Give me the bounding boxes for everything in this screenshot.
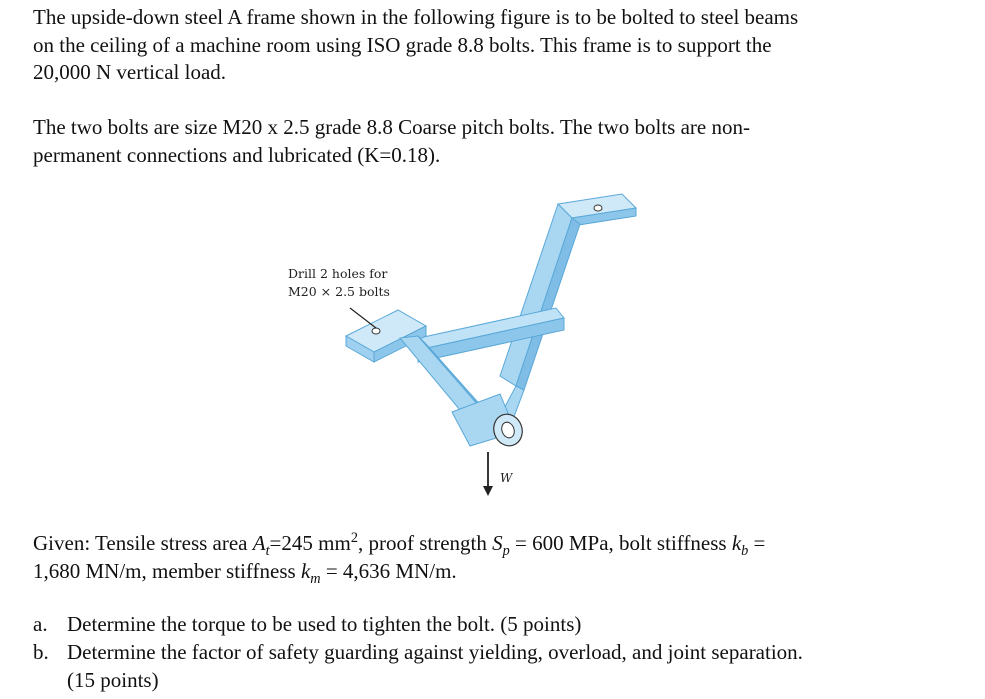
question-a-text: Determine the torque to be used to tighten the bolt. (5 points) xyxy=(67,612,582,636)
problem-statement xyxy=(33,4,798,87)
upper-arm xyxy=(500,204,580,390)
given-line2-prefix: 1,680 MN/m, member stiffness xyxy=(33,558,301,583)
question-a-marker: a. xyxy=(33,612,48,636)
kb-symbol: k xyxy=(731,531,742,555)
question-b-line-2: (15 points) xyxy=(67,667,159,692)
bolt-line-2: permanent connections and lubricated (K=0.18). xyxy=(33,142,441,167)
callout-line-1: Drill 2 holes for xyxy=(288,266,388,281)
at-subscript: t xyxy=(265,543,270,560)
given-prefix: Given: Tensile stress area xyxy=(33,531,253,555)
sp-symbol: S xyxy=(492,531,503,555)
given-data xyxy=(33,530,765,585)
sp-subscript: p xyxy=(502,543,510,560)
km-symbol: k xyxy=(300,558,311,583)
question-b-marker: b. xyxy=(33,640,49,664)
km-value: = 4,636 MN/m. xyxy=(320,558,457,583)
at-symbol: A xyxy=(252,531,266,555)
at-superscript: 2 xyxy=(350,530,358,546)
given-line-1 xyxy=(33,530,765,558)
problem-line-3: 20,000 N vertical load. xyxy=(33,60,227,84)
load-arrow xyxy=(483,452,493,496)
question-b-line-1: Determine the factor of safety guarding against yielding, overload, and joint separation. xyxy=(67,640,803,664)
kb-equals: = xyxy=(748,531,766,555)
question-b-text xyxy=(67,639,803,694)
top-bolt-hole xyxy=(594,205,602,211)
bolt-line-1: The two bolts are size M20 x 2.5 grade 8.8 Coarse pitch bolts. The two bolts are non- xyxy=(33,115,750,139)
at-value: =245 mm xyxy=(269,531,351,555)
callout-line-2: M20 × 2.5 bolts xyxy=(288,284,390,299)
a-frame-figure xyxy=(280,190,650,500)
km-subscript: m xyxy=(310,570,321,587)
problem-line-1: The upside-down steel A frame shown in the following figure is to be bolted to steel beams xyxy=(33,5,799,29)
given-line-2 xyxy=(33,558,765,586)
problem-line-2: on the ceiling of a machine room using ISO grade 8.8 bolts. This frame is to support the xyxy=(33,32,772,57)
sp-prefix: , proof strength xyxy=(357,531,493,555)
bottom-bolt-hole xyxy=(372,328,380,334)
load-label: W xyxy=(500,471,513,485)
bolt-description xyxy=(33,114,750,169)
callout-leader-line xyxy=(350,308,376,328)
kb-subscript: b xyxy=(741,543,749,560)
sp-value: = 600 MPa, bolt stiffness xyxy=(509,531,732,555)
